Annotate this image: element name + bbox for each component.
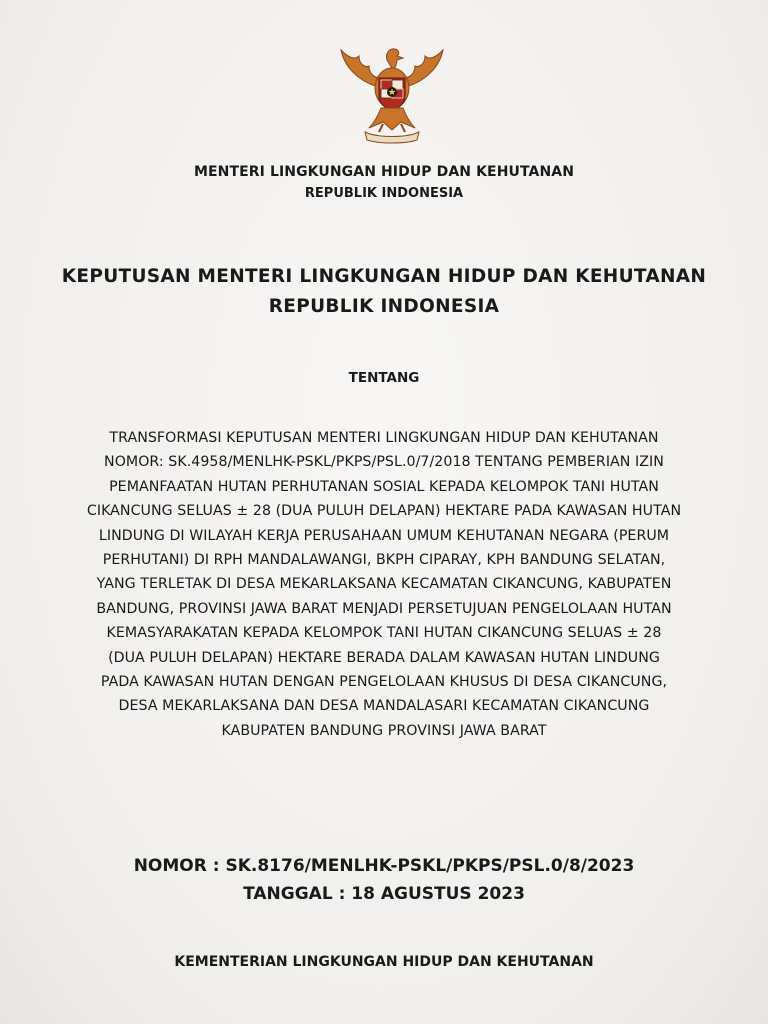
decree-title: KEPUTUSAN MENTERI LINGKUNGAN HIDUP DAN KEHUTANAN bbox=[61, 266, 707, 287]
subject-line: DESA MEKARLAKSANA DAN DESA MANDALASARI KECAMATAN CIKANCUNG bbox=[118, 698, 650, 715]
subject-line: NOMOR: SK.4958/MENLHK-PSKL/PKPS/PSL.0/7/2018 TENTANG PEMBERIAN IZIN bbox=[104, 454, 664, 471]
subject-line: CIKANCUNG SELUAS ± 28 (DUA PULUH DELAPAN) HEKTARE PADA KAWASAN HUTAN bbox=[86, 503, 682, 520]
ministry-footer: KEMENTERIAN LINGKUNGAN HIDUP DAN KEHUTANAN bbox=[174, 954, 594, 970]
decree-title-republic: REPUBLIK INDONESIA bbox=[268, 296, 500, 317]
subject-line: YANG TERLETAK DI DESA MEKARLAKSANA KECAMATAN CIKANCUNG, KABUPATEN bbox=[96, 576, 672, 593]
tentang-heading: TENTANG bbox=[348, 370, 420, 386]
decree-number: NOMOR : SK.8176/MENLHK-PSKL/PKPS/PSL.0/8/2023 bbox=[133, 856, 635, 876]
subject-line: KEMASYARAKATAN KEPADA KELOMPOK TANI HUTAN CIKANCUNG SELUAS ± 28 bbox=[106, 625, 662, 642]
decree-date: TANGGAL : 18 AGUSTUS 2023 bbox=[243, 884, 525, 904]
ministry-name: MENTERI LINGKUNGAN HIDUP DAN KEHUTANAN bbox=[193, 164, 575, 180]
garuda-pancasila-emblem-icon bbox=[333, 40, 451, 148]
subject-line: KABUPATEN BANDUNG PROVINSI JAWA BARAT bbox=[221, 722, 547, 739]
decree-subject bbox=[50, 426, 718, 743]
subject-line: PEMANFAATAN HUTAN PERHUTANAN SOSIAL KEPADA KELOMPOK TANI HUTAN bbox=[109, 478, 659, 495]
subject-line: LINDUNG DI WILAYAH KERJA PERUSAHAAN UMUM KEHUTANAN NEGARA (PERUM bbox=[98, 527, 670, 544]
subject-line: BANDUNG, PROVINSI JAWA BARAT MENJADI PERSETUJUAN PENGELOLAAN HUTAN bbox=[96, 600, 672, 617]
subject-line: PADA KAWASAN HUTAN DENGAN PENGELOLAAN KHUSUS DI DESA CIKANCUNG, bbox=[100, 674, 668, 691]
subject-line: TRANSFORMASI KEPUTUSAN MENTERI LINGKUNGAN HIDUP DAN KEHUTANAN bbox=[109, 430, 659, 446]
subject-line: (DUA PULUH DELAPAN) HEKTARE BERADA DALAM KAWASAN HUTAN LINDUNG bbox=[108, 649, 660, 666]
republic-name: REPUBLIK INDONESIA bbox=[304, 186, 464, 201]
subject-line: PERHUTANI) DI RPH MANDALAWANGI, BKPH CIPARAY, KPH BANDUNG SELATAN, bbox=[102, 552, 666, 569]
